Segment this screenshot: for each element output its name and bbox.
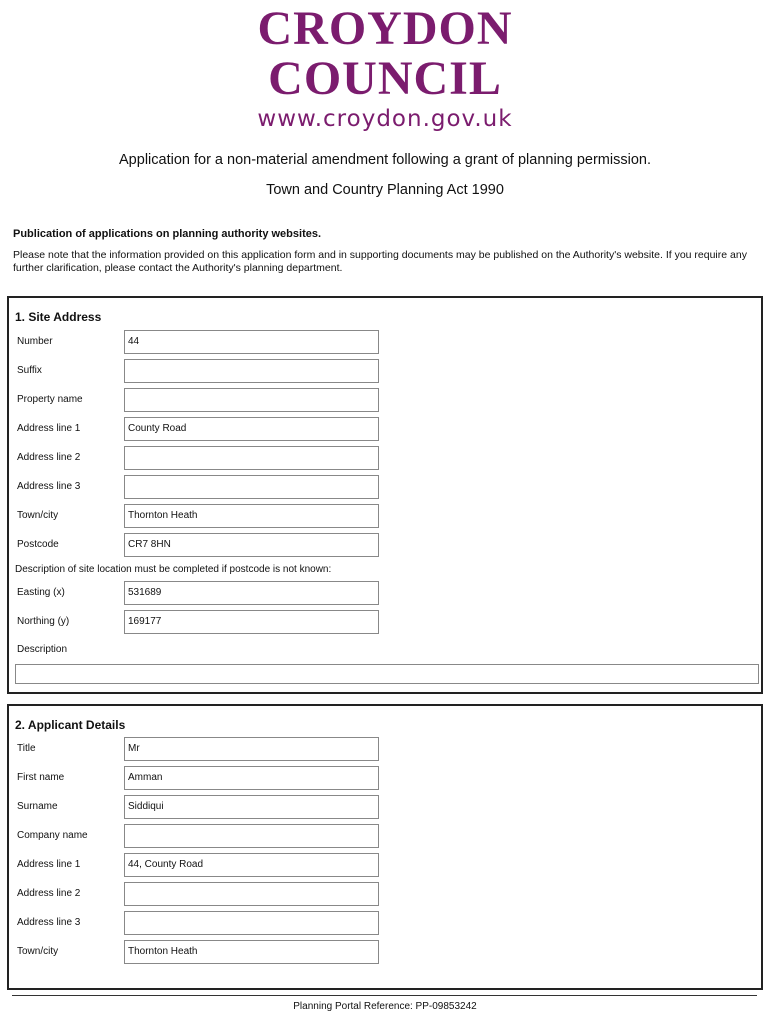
suffix-field[interactable] — [124, 359, 379, 383]
field-row-number — [9, 330, 761, 356]
field-row-address-line-3 — [9, 475, 761, 501]
field-label: Address line 2 — [17, 452, 81, 463]
field-label: Postcode — [17, 539, 59, 550]
planning-portal-reference: Planning Portal Reference: PP-09853242 — [293, 1001, 477, 1012]
field-row-company-name — [9, 824, 761, 850]
section-title: 1. Site Address — [15, 310, 102, 324]
field-label: Address line 3 — [17, 917, 81, 928]
description-label: Description — [17, 644, 68, 655]
address-line-1-field[interactable]: 44, County Road — [124, 853, 379, 877]
field-row-address-line-1 — [9, 417, 761, 443]
title-field[interactable]: Mr — [124, 737, 379, 761]
town-city-field[interactable]: Thornton Heath — [124, 504, 379, 528]
field-row-postcode — [9, 533, 761, 559]
publication-heading: Publication of applications on planning authority websites. — [13, 228, 322, 240]
field-row-first-name — [9, 766, 761, 792]
applicant-details-section — [7, 704, 763, 990]
field-label: Address line 1 — [17, 859, 81, 870]
field-row-address-line-1 — [9, 853, 761, 879]
section-title: 2. Applicant Details — [15, 718, 126, 732]
field-label: Address line 3 — [17, 481, 81, 492]
field-row-address-line-2 — [9, 446, 761, 472]
council-logo — [0, 4, 770, 132]
footer-divider — [12, 995, 757, 996]
field-label: Surname — [17, 801, 58, 812]
postcode-field[interactable]: CR7 8HN — [124, 533, 379, 557]
location-note: Description of site location must be completed if postcode is not known: — [15, 564, 332, 575]
field-row-address-line-3 — [9, 911, 761, 937]
field-row-property-name — [9, 388, 761, 414]
first-name-field[interactable]: Amman — [124, 766, 379, 790]
field-label: Address line 1 — [17, 423, 81, 434]
northing-field[interactable]: 169177 — [124, 610, 379, 634]
field-label: Town/city — [17, 946, 59, 957]
surname-field[interactable]: Siddiqui — [124, 795, 379, 819]
address-line-3-field[interactable] — [124, 475, 379, 499]
field-row-suffix — [9, 359, 761, 385]
address-line-3-field[interactable] — [124, 911, 379, 935]
field-row-northing — [9, 610, 761, 636]
logo-url: www.croydon.gov.uk — [257, 106, 513, 132]
town-city-field[interactable]: Thornton Heath — [124, 940, 379, 964]
description-field[interactable] — [15, 664, 759, 684]
field-label: Number — [17, 336, 53, 347]
field-label: Easting (x) — [17, 587, 65, 598]
field-label: Northing (y) — [17, 616, 70, 627]
company-name-field[interactable] — [124, 824, 379, 848]
field-label: Title — [17, 743, 36, 754]
logo-line-1: CROYDON — [257, 2, 513, 55]
field-row-surname — [9, 795, 761, 821]
number-field[interactable]: 44 — [124, 330, 379, 354]
easting-field[interactable]: 531689 — [124, 581, 379, 605]
field-row-address-line-2 — [9, 882, 761, 908]
field-row-town-city — [9, 504, 761, 530]
field-row-town-city — [9, 940, 761, 966]
form-subtitle: Town and Country Planning Act 1990 — [266, 182, 504, 198]
address-line-2-field[interactable] — [124, 446, 379, 470]
field-label: First name — [17, 772, 65, 783]
property-name-field[interactable] — [124, 388, 379, 412]
field-row-easting — [9, 581, 761, 607]
address-line-1-field[interactable]: County Road — [124, 417, 379, 441]
field-row-title — [9, 737, 761, 763]
form-title: Application for a non-material amendment following a grant of planning permission. — [119, 152, 651, 168]
field-label: Suffix — [17, 365, 42, 376]
field-label: Town/city — [17, 510, 59, 521]
field-label: Address line 2 — [17, 888, 81, 899]
address-line-2-field[interactable] — [124, 882, 379, 906]
field-label: Property name — [17, 394, 83, 405]
logo-line-2: COUNCIL — [268, 52, 502, 105]
publication-text: Please note that the information provided on this application form and in supporting documents may be published on the Authority's website. If you require any further clarification, please contact the Authority's planning department. — [13, 249, 747, 274]
field-label: Company name — [17, 830, 88, 841]
site-address-section — [7, 296, 763, 694]
